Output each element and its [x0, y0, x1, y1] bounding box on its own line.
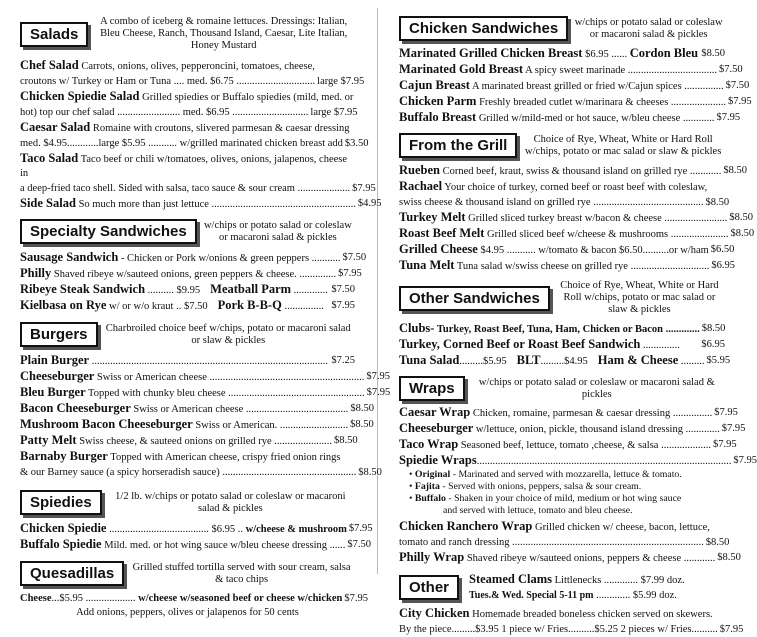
- menu-text: $3.50: [344, 138, 369, 149]
- menu-text: .........: [678, 356, 705, 367]
- menu-text: - Marinated and served with mozzarella, lettuce & tomato.: [450, 469, 682, 480]
- menu-item: [20, 298, 355, 314]
- menu-text: Barnaby Burger: [20, 449, 108, 463]
- menu-item-line: [399, 195, 730, 210]
- menu-text: $7.95: [352, 183, 376, 194]
- menu-item: [399, 62, 743, 78]
- menu-text: Turkey, Corned Beef or Roast Beef Sandwich: [399, 337, 641, 351]
- menu-text: $7.95: [733, 455, 757, 466]
- menu-item: [399, 337, 725, 353]
- menu-text: Sausage Sandwich: [20, 250, 119, 264]
- menu-text: Shaved ribeye w/sauteed onions, green peppers & cheese. ..............: [53, 269, 337, 280]
- menu-text: Side Salad: [20, 196, 76, 210]
- menu-text: croutons w/ Turkey or Ham or Tuna .... med. $6.75 ..............................: [20, 76, 316, 87]
- chicken-title: Chicken Sandwiches: [399, 16, 568, 41]
- menu-item: [20, 449, 355, 465]
- other-sandwiches-title: Other Sandwiches: [399, 286, 550, 311]
- menu-text: w/lettuce, onion, pickle, thousand island dressing .............: [473, 424, 720, 435]
- other-sandwiches-desc: Choice of Rye, Wheat, White or Hard Roll w/chips, potato or mac salad or slaw & pickles: [560, 280, 719, 315]
- menu-text: Grilled chicken w/ cheese, bacon, lettuce,: [532, 522, 710, 533]
- menu-text: $7.95: [331, 300, 355, 311]
- menu-text: So much more than just lettuce .......................................................: [78, 199, 356, 210]
- menu-text: Mild. med. or hot wing sauce w/bleu cheese dressing ......: [101, 540, 346, 551]
- menu-text: Steamed Clams: [469, 572, 552, 586]
- menu-text: Buffalo: [414, 493, 446, 504]
- spiedies-title: Spiedies: [20, 490, 102, 515]
- specialty-section: [20, 219, 367, 314]
- right-column: [399, 16, 757, 637]
- menu-text: $6.95: [701, 339, 725, 350]
- menu-text: Tuna Salad: [399, 353, 460, 367]
- menu-text: Cordon Bleu: [629, 46, 699, 60]
- menu-text: Bleu Burger: [20, 385, 86, 399]
- menu-item-line: [20, 181, 376, 196]
- menu-text: Corned beef, kraut, swiss & thousand island on grilled rye ............: [439, 166, 722, 177]
- menu-text: Buffalo Breast: [399, 110, 477, 124]
- menu-item: [399, 210, 754, 226]
- menu-item: [20, 58, 355, 74]
- menu-text: $7.50: [719, 64, 743, 75]
- specialty-title: Specialty Sandwiches: [20, 219, 197, 244]
- menu-text: $7.95: [338, 268, 362, 279]
- menu-text: $7.95: [366, 387, 391, 398]
- menu-item: [399, 94, 752, 110]
- menu-note: Add onions, peppers, olives or jalapenos for 50 cents: [76, 607, 299, 618]
- menu-text: .........$4.95: [540, 356, 588, 367]
- menu-text: Grilled spiedies or Buffalo spiedies (mild, med. or: [142, 92, 354, 103]
- menu-item: [20, 369, 390, 385]
- menu-text: Cajun Breast: [399, 78, 470, 92]
- menu-text: Tuna salad w/swiss cheese on grilled rye ..............................: [454, 261, 710, 272]
- menu-item: [20, 591, 368, 606]
- menu-text: Topped with chunky bleu cheese ....................................................: [85, 388, 365, 399]
- menu-text: Original: [414, 469, 451, 480]
- menu-text: Grilled sliced turkey breast w/bacon & cheese ........................: [465, 213, 728, 224]
- menu-text: Grilled sliced beef w/cheese & mushrooms ......................: [484, 229, 729, 240]
- salads-desc: A combo of iceberg & romaine lettuces. Dressings: Italian, Bleu Cheese, Ranch, Thousand Island, Caesar, Lite Italian, Honey Mustard: [100, 16, 348, 51]
- menu-text: City Chicken: [399, 606, 470, 620]
- menu-text: hot) top our chef salad ........................ med. $6.95 .............................: [20, 107, 309, 118]
- menu-option: • Original - Marinated and served with mozzarella, lettuce & tomato.: [409, 469, 682, 480]
- menu-text: $7.95: [716, 112, 741, 123]
- menu-text: w/ or w/o kraut .. $7.50: [106, 301, 208, 312]
- menu-text: Carrots, onions, olives, pepperoncini, tomatoes, cheese,: [81, 61, 315, 72]
- menu-item: [399, 353, 731, 369]
- spiedies-desc: 1/2 lb. w/chips or potato salad or coleslaw or macaroni salad & pickles: [115, 490, 346, 514]
- other-section: [399, 572, 744, 637]
- menu-text: Cheeseburger: [399, 421, 474, 435]
- salads-title: Salads: [20, 22, 88, 47]
- menu-text: Taco beef or chili w/tomatoes, olives, onions, jalapenos, cheese in: [20, 154, 348, 179]
- menu-item-line: [399, 622, 744, 637]
- menu-item-line: [20, 465, 382, 480]
- menu-text: $8.50: [723, 165, 748, 176]
- menu-item: [399, 258, 735, 274]
- menu-text: Chicken Parm: [399, 94, 477, 108]
- menu-text: $8.50: [717, 552, 741, 563]
- menu-item: [20, 385, 391, 401]
- menu-text: .........$5.95: [459, 356, 507, 367]
- menu-item: [399, 606, 725, 622]
- menu-text: Cheeseburger: [20, 369, 95, 383]
- menu-text: Spiedie Wraps: [399, 453, 477, 467]
- menu-text: $7.50: [342, 252, 367, 263]
- menu-text: & our Barney sauce (a spicy horseradish sauce) ...................................................: [20, 467, 357, 478]
- menu-item: [20, 282, 355, 298]
- menu-item-line: [20, 105, 358, 120]
- specialty-desc: w/chips or potato salad or coleslaw or macaroni salad & pickles: [203, 219, 352, 243]
- menu-item-special: [469, 588, 725, 603]
- menu-text: Taco Wrap: [399, 437, 459, 451]
- menu-item: [399, 437, 737, 453]
- menu-text: ..........................................................................................: [89, 356, 328, 367]
- wraps-section: [399, 376, 757, 566]
- menu-text: Meatball Parm: [210, 282, 292, 296]
- menu-text: $5.95: [706, 355, 731, 366]
- burgers-title: Burgers: [20, 322, 98, 347]
- menu-text: $7.95: [344, 593, 368, 604]
- left-column: [20, 16, 391, 620]
- menu-text: $7.95: [348, 523, 373, 534]
- menu-text: Rueben: [399, 163, 440, 177]
- menu-item: [20, 417, 374, 433]
- menu-item: [399, 163, 748, 179]
- menu-text: Homemade breaded boneless chicken served on skewers.: [469, 609, 713, 620]
- menu-option: • Fajita - Served with onions, peppers, salsa & sour cream.: [409, 481, 642, 492]
- menu-item: [20, 537, 372, 553]
- menu-text: Swiss or American cheese .......................................: [130, 404, 349, 415]
- menu-text: $5.99 doz.: [632, 590, 677, 601]
- menu-text: Chicken Spiedie Salad: [20, 89, 140, 103]
- menu-text: Grilled w/mild-med or hot sauce, w/bleu cheese ............: [476, 113, 715, 124]
- burgers-section: [20, 322, 391, 480]
- menu-item: [399, 453, 757, 469]
- menu-text: $8.50: [334, 435, 358, 446]
- menu-text: Philly Wrap: [399, 550, 465, 564]
- menu-text: Turkey Melt: [399, 210, 466, 224]
- menu-text: Philly: [20, 266, 52, 280]
- menu-item: [399, 46, 725, 62]
- wraps-title: Wraps: [399, 376, 465, 401]
- menu-text: Seasoned beef, lettuce, tomato ,cheese, & salsa ...................: [458, 440, 711, 451]
- chicken-section: [399, 16, 752, 126]
- menu-text: Ribeye Steak Sandwich: [20, 282, 146, 296]
- menu-text: swiss cheese & thousand island on grilled rye ..........................................: [399, 197, 704, 208]
- salads-section: [20, 16, 382, 212]
- menu-text: tomato and ranch dressing .........................................................................: [399, 537, 704, 548]
- menu-item: [399, 179, 725, 195]
- menu-item: [20, 120, 355, 136]
- menu-text: Bacon Cheeseburger: [20, 401, 131, 415]
- menu-text: Your choice of turkey, corned beef or roast beef with coleslaw,: [442, 182, 708, 193]
- menu-option-cont: and served with lettuce, tomato and bleu cheese.: [443, 505, 633, 516]
- menu-text: $8.50: [701, 323, 726, 334]
- menu-item: [20, 433, 358, 449]
- menu-text: Pork B-B-Q: [217, 298, 282, 312]
- menu-text: Ham & Cheese: [597, 353, 679, 367]
- menu-text: $7.95: [719, 624, 744, 635]
- menu-text: $6.95 ......: [582, 49, 628, 60]
- menu-text: - Chicken or Pork w/onions & green peppers ...........: [118, 253, 341, 264]
- menu-text: $7.50: [347, 539, 372, 550]
- menu-text: Plain Burger: [20, 353, 90, 367]
- menu-text: w/cheese w/seasoned beef or cheese w/chicken: [135, 593, 343, 604]
- menu-text: w/cheese & mushroom: [242, 524, 347, 535]
- menu-item: [399, 242, 735, 258]
- menu-text: Littlenecks .............: [552, 575, 639, 586]
- menu-text: Buffalo Spiedie: [20, 537, 102, 551]
- menu-text: Marinated Gold Breast: [399, 62, 524, 76]
- menu-item: [20, 89, 355, 105]
- menu-item: [399, 321, 725, 337]
- menu-text: Taco Salad: [20, 151, 79, 165]
- menu-item: [20, 521, 373, 537]
- burgers-desc: Charbroiled choice beef w/chips, potato or macaroni salad or slaw & pickles: [105, 322, 351, 346]
- menu-text: $7.95: [728, 96, 752, 107]
- quesadillas-desc: Grilled stuffed tortilla served with sour cream, salsa & taco chips: [132, 561, 351, 585]
- menu-text: $7.95: [714, 407, 738, 418]
- menu-text: med. $4.95............large $5.95 ........... w/grilled marinated chicken breast add: [20, 138, 343, 149]
- menu-text: Tuna Melt: [399, 258, 455, 272]
- grill-section: [399, 133, 755, 274]
- menu-text: Clubs-: [399, 321, 435, 335]
- menu-item: [20, 401, 374, 417]
- menu-text: A marinated breast grilled or fried w/Cajun spices ...............: [469, 81, 724, 92]
- menu-item: [20, 266, 362, 282]
- quesadillas-title: Quesadillas: [20, 561, 124, 586]
- menu-item: [399, 78, 750, 94]
- menu-text: $6.50: [710, 244, 735, 255]
- menu-text: a deep-fried taco shell. Sided with salsa, taco sauce & sour cream ....................: [20, 183, 351, 194]
- menu-text: Patty Melt: [20, 433, 77, 447]
- other-title: Other: [399, 575, 459, 600]
- menu-text: $8.50: [705, 197, 730, 208]
- menu-text: .................................................................................................: [476, 456, 732, 467]
- menu-text: Topped with American cheese, crispy fried onion rings: [107, 452, 341, 463]
- menu-item: [20, 196, 382, 212]
- wraps-desc: w/chips or potato salad or coleslaw or macaroni salad & pickles: [478, 376, 715, 400]
- menu-text: $8.50: [350, 403, 374, 414]
- menu-text: Rachael: [399, 179, 443, 193]
- menu-text: ..............: [640, 340, 680, 351]
- menu-item-line: [20, 136, 369, 151]
- menu-text: $8.50: [350, 419, 374, 430]
- menu-item: [20, 151, 355, 181]
- spiedies-section: [20, 490, 373, 553]
- chicken-desc: w/chips or potato salad or coleslaw or macaroni salad & pickles: [574, 16, 723, 40]
- menu-text: Freshly breaded cutlet w/marinara & cheeses .....................: [476, 97, 727, 108]
- menu-text: Marinated Grilled Chicken Breast: [399, 46, 583, 60]
- menu-text: ...............: [281, 301, 324, 312]
- menu-text: By the piece.........$3.95 1 piece w/ Fries..........$5.25 2 pieces w/ Fries..........: [399, 624, 718, 635]
- menu-text: Romaine with croutons, slivered parmesan & caesar dressing: [92, 123, 350, 134]
- menu-item: [20, 353, 355, 369]
- menu-text: Grilled Cheese: [399, 242, 478, 256]
- menu-text: Shaved ribeye w/sauteed onions, peppers & cheese ............: [464, 553, 716, 564]
- menu-text: - Shaken in your choice of mild, medium or hot wing sauce: [445, 493, 682, 504]
- menu-item-line: [20, 74, 365, 89]
- menu-text: $8.50: [730, 228, 755, 239]
- menu-text: Kielbasa on Rye: [20, 298, 107, 312]
- menu-text: Swiss cheese, & sauteed onions on grilled rye ......................: [76, 436, 333, 447]
- menu-text: $7.99 doz.: [640, 575, 685, 586]
- grill-desc: Choice of Rye, Wheat, White or Hard Roll w/chips, potato or mac salad or slaw & pickles: [525, 133, 722, 157]
- menu-item: [399, 421, 746, 437]
- menu-text: $4.95 ........... w/tomato & bacon $6.50..........or w/ham: [477, 245, 709, 256]
- menu-text: $4.95: [357, 198, 382, 209]
- menu-text: large $7.95: [310, 107, 358, 118]
- menu-text: $6.95: [711, 260, 735, 271]
- menu-item-line: [399, 535, 730, 550]
- menu-text: ...$5.95 ...................: [51, 593, 136, 604]
- menu-text: $7.50: [331, 284, 355, 295]
- menu-text: Chef Salad: [20, 58, 79, 72]
- menu-text: Chicken Ranchero Wrap: [399, 519, 533, 533]
- menu-text: A spicy sweet marinade ..................................: [523, 65, 718, 76]
- quesadillas-section: [20, 561, 368, 620]
- menu-item: [20, 250, 367, 266]
- menu-text: $8.50: [729, 212, 754, 223]
- menu-text: $8.50: [701, 48, 725, 59]
- menu-item: [399, 550, 741, 566]
- menu-item: [399, 226, 755, 242]
- menu-text: .......... $9.95: [145, 285, 201, 296]
- menu-text: large $7.95: [317, 76, 365, 87]
- column-divider: [377, 8, 378, 574]
- menu-text: - Served with onions, peppers, salsa & sour cream.: [439, 481, 642, 492]
- menu-text: $8.50: [358, 467, 382, 478]
- menu-text: $7.25: [331, 355, 355, 366]
- menu-item: [399, 519, 725, 535]
- menu-text: $7.95: [712, 439, 737, 450]
- menu-text: Caesar Wrap: [399, 405, 471, 419]
- menu-text: Swiss or American. ..........................: [192, 420, 349, 431]
- menu-text: Cheese: [20, 593, 52, 604]
- menu-text: $7.50: [725, 80, 750, 91]
- menu-text: .............: [593, 590, 631, 601]
- menu-text: $7.95: [721, 423, 746, 434]
- menu-text: Roast Beef Melt: [399, 226, 485, 240]
- menu-text: Mushroom Bacon Cheeseburger: [20, 417, 193, 431]
- menu-text: Swiss or American cheese ...........................................................: [94, 372, 365, 383]
- menu-text: Chicken, romaine, parmesan & caesar dressing ...............: [470, 408, 713, 419]
- other-sandwiches-section: [399, 280, 731, 369]
- menu-text: .............: [291, 285, 328, 296]
- menu-text: Caesar Salad: [20, 120, 91, 134]
- menu-text: ...................................... $6.95 ..: [106, 524, 243, 535]
- menu-item: [469, 572, 725, 588]
- menu-option: • Buffalo - Shaken in your choice of mild, medium or hot wing sauce: [409, 493, 682, 504]
- grill-title: From the Grill: [399, 133, 517, 158]
- menu-text: BLT: [516, 353, 541, 367]
- menu-text: $8.50: [705, 537, 730, 548]
- menu-text: Fajita: [414, 481, 440, 492]
- menu-text: Turkey, Roast Beef, Tuna, Ham, Chicken or Bacon .............: [434, 324, 700, 335]
- menu-text: Tues.& Wed. Special 5-11 pm: [469, 590, 594, 601]
- menu-item: [399, 110, 741, 126]
- menu-item: [399, 405, 738, 421]
- menu-text: Chicken Spiedie: [20, 521, 107, 535]
- menu-text: $7.95: [366, 371, 390, 382]
